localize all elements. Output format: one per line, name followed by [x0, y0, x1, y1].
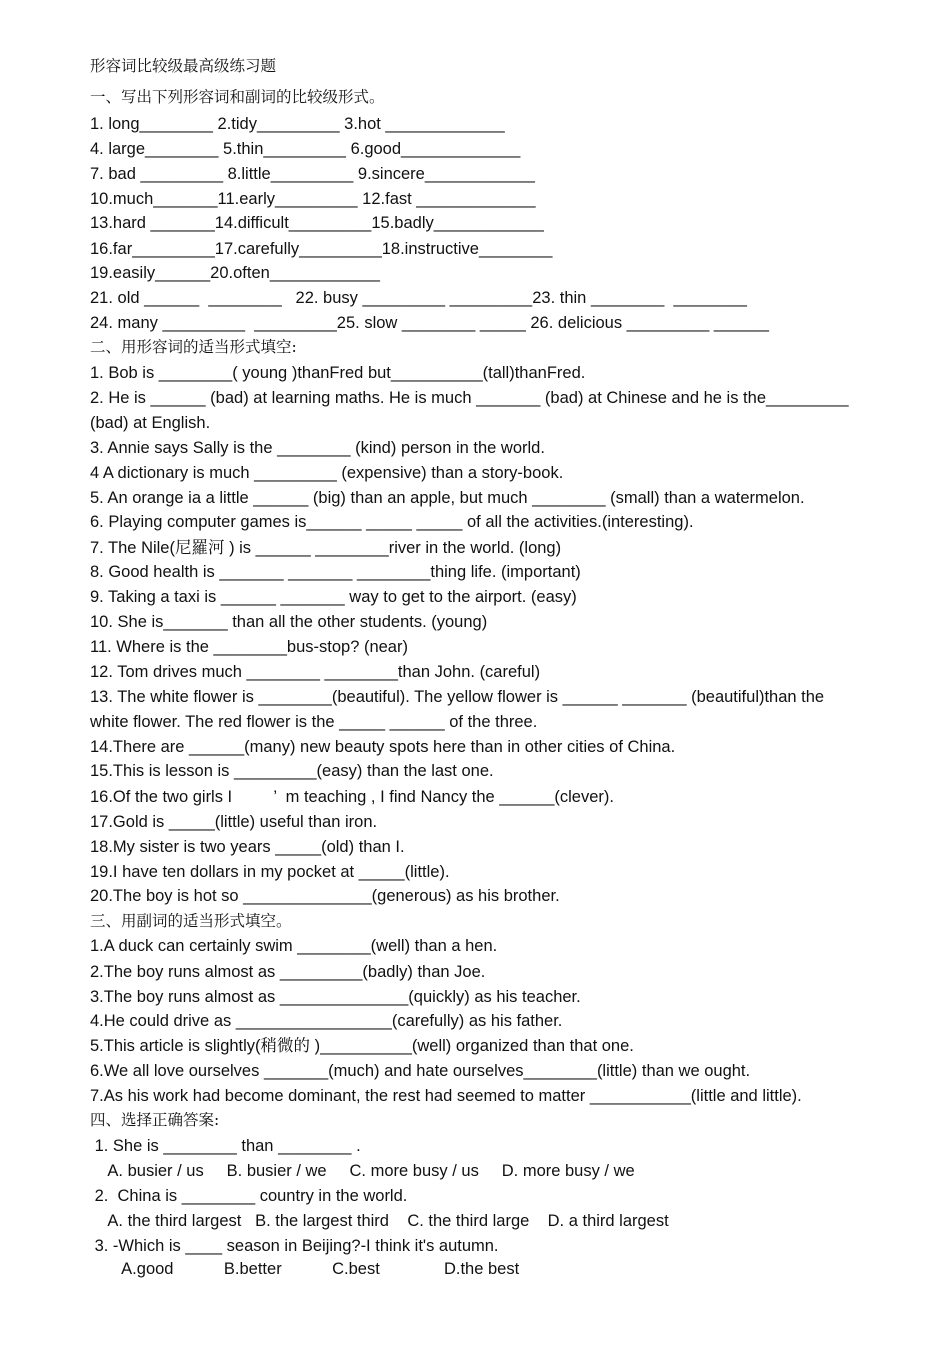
exercise-line: 5. An orange ia a little ______ (big) than an apple, but much ________ (small) than a watermelon.: [90, 489, 805, 507]
exercise-line: 14.There are ______(many) new beauty spots here than in other cities of China.: [90, 738, 676, 756]
exercise-line: 17.Gold is _____(little) useful than iron.: [90, 813, 378, 831]
question-line: 1. She is ________ than ________ .: [90, 1137, 361, 1155]
exercise-line: 13. The white flower is ________(beautiful). The yellow flower is ______ _______ (beautiful)than the: [90, 688, 825, 706]
exercise-line: 10. She is_______ than all the other students. (young): [90, 613, 488, 631]
exercise-line: 2.The boy runs almost as _________(badly) than Joe.: [90, 963, 486, 981]
exercise-line: 15.This is lesson is _________(easy) than the last one.: [90, 762, 494, 780]
options-line: A.good B.better C.best D.the best: [90, 1260, 520, 1278]
section-3-heading: 三、用副词的适当形式填空。: [90, 912, 292, 930]
exercise-line: 21. old ______ ________ 22. busy _________ _________23. thin ________ ________: [90, 289, 747, 307]
exercise-line: 1.A duck can certainly swim ________(well) than a hen.: [90, 937, 498, 955]
exercise-line: 1. Bob is ________( young )thanFred but__________(tall)thanFred.: [90, 364, 586, 382]
exercise-line: 19.I have ten dollars in my pocket at _____(little).: [90, 863, 450, 881]
exercise-line: (bad) at English.: [90, 414, 211, 432]
exercise-line: 6. Playing computer games is______ _____ _____ of all the activities.(interesting).: [90, 513, 694, 531]
exercise-line: white flower. The red flower is the _____ ______ of the three.: [90, 713, 538, 731]
section-4-heading: 四、选择正确答案:: [90, 1111, 220, 1129]
exercise-line: 11. Where is the ________bus-stop? (near): [90, 638, 408, 656]
question-line: 3. -Which is ____ season in Beijing?-I think it's autumn.: [90, 1237, 499, 1255]
exercise-line: 8. Good health is _______ _______ ________thing life. (important): [90, 563, 581, 581]
exercise-line: 7. The Nile(尼羅河 ) is ______ ________river in the world. (long): [90, 539, 562, 557]
exercise-line: 7. bad _________ 8.little_________ 9.sincere____________: [90, 165, 535, 183]
exercise-line: 19.easily______20.often____________: [90, 264, 380, 282]
exercise-line: 16.Of the two girls I ’ m teaching , I find Nancy the ______(clever).: [90, 788, 614, 806]
question-line: 2. China is ________ country in the world.: [90, 1187, 408, 1205]
options-line: A. the third largest B. the largest third C. the third large D. a third largest: [90, 1212, 669, 1230]
exercise-line: 1. long________ 2.tidy_________ 3.hot _____________: [90, 115, 505, 133]
exercise-line: 9. Taking a taxi is ______ _______ way to get to the airport. (easy): [90, 588, 577, 606]
exercise-line: 4. large________ 5.thin_________ 6.good_____________: [90, 140, 521, 158]
exercise-line: 2. He is ______ (bad) at learning maths. He is much _______ (bad) at Chinese and he is the_________: [90, 389, 849, 407]
exercise-line: 4 A dictionary is much _________ (expensive) than a story-book.: [90, 464, 564, 482]
exercise-line: 4.He could drive as _________________(carefully) as his father.: [90, 1012, 563, 1030]
options-line: A. busier / us B. busier / we C. more busy / us D. more busy / we: [90, 1162, 635, 1180]
exercise-line: 7.As his work had become dominant, the rest had seemed to matter ___________(little and little).: [90, 1087, 802, 1105]
exercise-line: 6.We all love ourselves _______(much) and hate ourselves________(little) than we ought.: [90, 1062, 751, 1080]
exercise-line: 13.hard _______14.difficult_________15.badly____________: [90, 214, 544, 232]
section-1-heading: 一、写出下列形容词和副词的比较级形式。: [90, 88, 385, 106]
exercise-line: 12. Tom drives much ________ ________than John. (careful): [90, 663, 541, 681]
worksheet-title: 形容词比较级最高级练习题: [90, 57, 277, 75]
exercise-line: 24. many _________ _________25. slow ________ _____ 26. delicious _________ ______: [90, 314, 769, 332]
exercise-line: 3. Annie says Sally is the ________ (kind) person in the world.: [90, 439, 545, 457]
exercise-line: 18.My sister is two years _____(old) than I.: [90, 838, 405, 856]
exercise-line: 5.This article is slightly(稍微的 )__________(well) organized than that one.: [90, 1037, 634, 1055]
section-2-heading: 二、用形容词的适当形式填空:: [90, 338, 297, 356]
exercise-line: 3.The boy runs almost as ______________(quickly) as his teacher.: [90, 988, 581, 1006]
exercise-line: 16.far_________17.carefully_________18.instructive________: [90, 240, 553, 258]
exercise-line: 10.much_______11.early_________ 12.fast _____________: [90, 190, 536, 208]
exercise-line: 20.The boy is hot so ______________(generous) as his brother.: [90, 887, 560, 905]
